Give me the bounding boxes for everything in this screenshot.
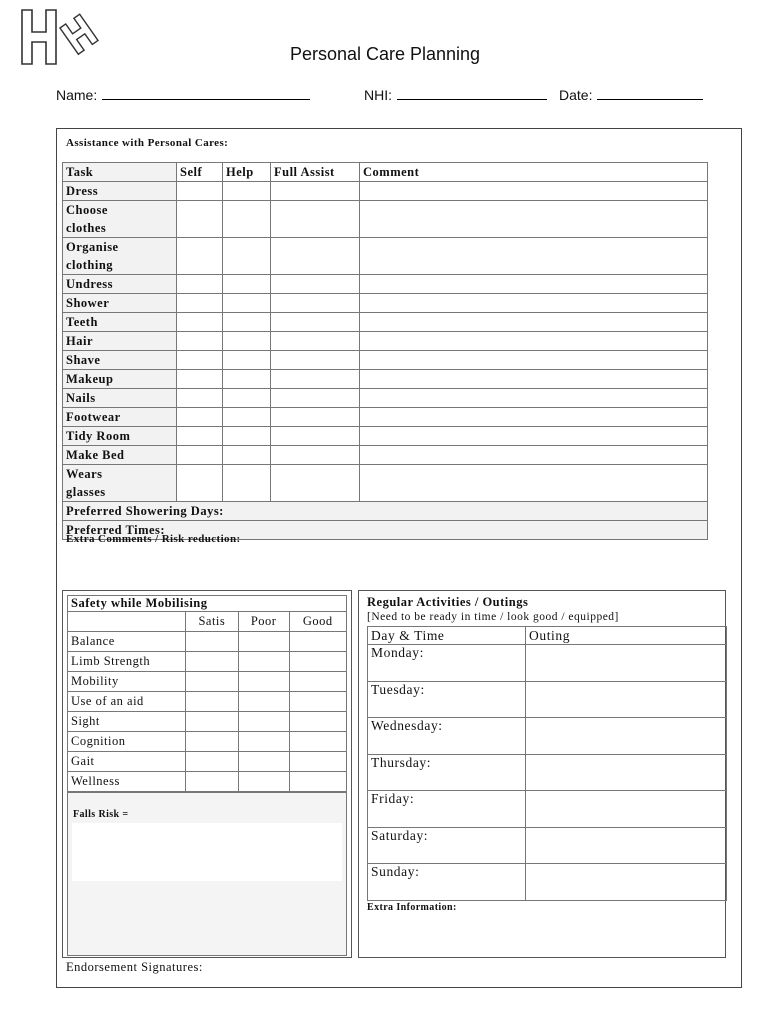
task-label-line: clothes: [66, 221, 107, 235]
table-row: [68, 732, 347, 752]
satis-cell[interactable]: [186, 632, 239, 652]
personal-cares-label: Assistance with Personal Cares:: [66, 137, 229, 149]
full-assist-cell[interactable]: [271, 408, 360, 427]
nhi-line[interactable]: [397, 84, 547, 100]
table-row: [68, 752, 347, 772]
satis-cell[interactable]: [186, 772, 239, 792]
mobilising-label: Wellness: [68, 772, 186, 792]
help-cell[interactable]: [223, 427, 271, 446]
full-assist-cell[interactable]: [271, 465, 360, 502]
task-label: [63, 370, 177, 389]
mobilising-table: [67, 595, 347, 792]
task-label-line: Wears: [66, 467, 103, 481]
outing-cell[interactable]: [526, 791, 727, 828]
col-day-time: Day & Time: [368, 627, 526, 645]
table-row: [368, 754, 727, 791]
help-cell[interactable]: [223, 351, 271, 370]
table-row: [368, 791, 727, 828]
personal-cares-table: [62, 162, 708, 540]
nhi-field[interactable]: [364, 84, 547, 103]
activities-table: [367, 626, 727, 901]
self-cell[interactable]: [177, 370, 223, 389]
satis-cell[interactable]: [186, 692, 239, 712]
day-label: Sunday:: [368, 864, 526, 901]
comment-cell[interactable]: [360, 370, 708, 389]
full-assist-cell[interactable]: [271, 446, 360, 465]
name-line[interactable]: [102, 84, 310, 100]
preferred-showering-days[interactable]: Preferred Showering Days:: [63, 502, 708, 521]
task-label-line: Nails: [66, 391, 96, 405]
poor-cell[interactable]: [238, 672, 289, 692]
help-cell[interactable]: [223, 332, 271, 351]
outing-cell[interactable]: [526, 718, 727, 755]
full-assist-cell[interactable]: [271, 370, 360, 389]
task-label-line: clothing: [66, 258, 114, 272]
full-assist-cell[interactable]: [271, 201, 360, 238]
help-cell[interactable]: [223, 370, 271, 389]
page-title: Personal Care Planning: [289, 44, 481, 64]
good-cell[interactable]: [289, 772, 346, 792]
table-row: [368, 827, 727, 864]
task-label-line: Dress: [66, 184, 99, 198]
name-field[interactable]: [56, 84, 310, 103]
good-cell[interactable]: [289, 672, 346, 692]
satis-cell[interactable]: [186, 752, 239, 772]
date-line[interactable]: [597, 84, 703, 100]
good-cell[interactable]: [289, 712, 346, 732]
self-cell[interactable]: [177, 408, 223, 427]
task-label-line: Footwear: [66, 410, 121, 424]
task-label: [63, 389, 177, 408]
table-row: [63, 238, 708, 275]
self-cell[interactable]: [177, 389, 223, 408]
task-label-line: Teeth: [66, 315, 98, 329]
date-field[interactable]: [559, 84, 703, 103]
comment-cell[interactable]: [360, 238, 708, 275]
good-cell[interactable]: [289, 732, 346, 752]
task-label: [63, 465, 177, 502]
comment-cell[interactable]: [360, 313, 708, 332]
comment-cell[interactable]: [360, 275, 708, 294]
table-row: [63, 275, 708, 294]
task-label: [63, 182, 177, 201]
task-label: [63, 427, 177, 446]
table-row: [368, 645, 727, 682]
task-label: [63, 294, 177, 313]
falls-risk-label: Falls Risk =: [73, 809, 129, 820]
table-row: [63, 408, 708, 427]
task-label-line: Shave: [66, 353, 101, 367]
task-label-line: Shower: [66, 296, 110, 310]
self-cell[interactable]: [177, 332, 223, 351]
good-cell[interactable]: [289, 752, 346, 772]
comment-cell[interactable]: [360, 408, 708, 427]
nhi-label: NHI:: [364, 87, 392, 103]
table-row: [368, 681, 727, 718]
col-self: Self: [177, 163, 223, 182]
help-cell[interactable]: [223, 294, 271, 313]
table-row: [63, 201, 708, 238]
mobilising-label: Mobility: [68, 672, 186, 692]
comment-cell[interactable]: [360, 465, 708, 502]
table-row: [63, 294, 708, 313]
task-label: [63, 201, 177, 238]
table-row: [68, 632, 347, 652]
endorsement-signatures: Endorsement Signatures:: [66, 960, 203, 974]
extra-information-label: Extra Information:: [367, 902, 457, 913]
table-row: [63, 351, 708, 370]
task-label-line: Make Bed: [66, 448, 125, 462]
col-help: Help: [223, 163, 271, 182]
help-cell[interactable]: [223, 201, 271, 238]
table-row: [368, 718, 727, 755]
full-assist-cell[interactable]: [271, 351, 360, 370]
task-label: [63, 408, 177, 427]
full-assist-cell[interactable]: [271, 182, 360, 201]
activities-title: Regular Activities / Outings: [367, 595, 529, 609]
task-label-line: Organise: [66, 240, 119, 254]
col-full-assist: Full Assist: [271, 163, 360, 182]
table-row: [68, 652, 347, 672]
full-assist-cell[interactable]: [271, 389, 360, 408]
task-label-line: Undress: [66, 277, 114, 291]
poor-cell[interactable]: [238, 772, 289, 792]
falls-risk-input[interactable]: [72, 823, 342, 881]
col-comment: Comment: [360, 163, 708, 182]
full-assist-cell[interactable]: [271, 294, 360, 313]
task-label: [63, 313, 177, 332]
help-cell[interactable]: [223, 465, 271, 502]
falls-risk-area: [67, 792, 347, 956]
outing-cell[interactable]: [526, 827, 727, 864]
self-cell[interactable]: [177, 427, 223, 446]
table-row: [68, 772, 347, 792]
mobilising-label: Balance: [68, 632, 186, 652]
table-row: [63, 465, 708, 502]
full-assist-cell[interactable]: [271, 238, 360, 275]
preferred-times[interactable]: Preferred Times:: [63, 521, 708, 540]
table-row: [68, 672, 347, 692]
help-cell[interactable]: [223, 389, 271, 408]
comment-cell[interactable]: [360, 351, 708, 370]
help-cell[interactable]: [223, 408, 271, 427]
table-row: [63, 446, 708, 465]
poor-cell[interactable]: [238, 652, 289, 672]
table-row: [63, 313, 708, 332]
comment-cell[interactable]: [360, 446, 708, 465]
self-cell[interactable]: [177, 465, 223, 502]
satis-cell[interactable]: [186, 712, 239, 732]
date-label: Date:: [559, 87, 593, 103]
table-row: [63, 370, 708, 389]
task-label-line: Hair: [66, 334, 93, 348]
extra-comments-label: Extra Comments / Risk reduction:: [66, 533, 241, 545]
good-cell[interactable]: [289, 652, 346, 672]
col-task: Task: [63, 163, 177, 182]
personal-cares-rows: [63, 182, 708, 502]
satis-cell[interactable]: [186, 672, 239, 692]
comment-cell[interactable]: [360, 182, 708, 201]
day-label: Saturday:: [368, 827, 526, 864]
poor-cell[interactable]: [238, 732, 289, 752]
day-label: Monday:: [368, 645, 526, 682]
self-cell[interactable]: [177, 446, 223, 465]
satis-cell[interactable]: [186, 652, 239, 672]
task-label-line: Makeup: [66, 372, 114, 386]
activities-header-row: [368, 627, 727, 645]
full-assist-cell[interactable]: [271, 332, 360, 351]
comment-cell[interactable]: [360, 389, 708, 408]
table-header-row: [63, 163, 708, 182]
outing-cell[interactable]: [526, 864, 727, 901]
task-label: [63, 275, 177, 294]
help-cell[interactable]: [223, 275, 271, 294]
help-cell[interactable]: [223, 446, 271, 465]
satis-cell[interactable]: [186, 732, 239, 752]
col-good: Good: [289, 612, 346, 632]
outing-cell[interactable]: [526, 754, 727, 791]
full-assist-cell[interactable]: [271, 427, 360, 446]
self-cell[interactable]: [177, 313, 223, 332]
table-row: [368, 864, 727, 901]
col-poor: Poor: [238, 612, 289, 632]
self-cell[interactable]: [177, 238, 223, 275]
mobilising-label: Use of an aid: [68, 692, 186, 712]
self-cell[interactable]: [177, 351, 223, 370]
poor-cell[interactable]: [238, 752, 289, 772]
poor-cell[interactable]: [238, 632, 289, 652]
mobilising-label: Cognition: [68, 732, 186, 752]
col-satis: Satis: [186, 612, 239, 632]
help-cell[interactable]: [223, 238, 271, 275]
table-row: [63, 389, 708, 408]
good-cell[interactable]: [289, 632, 346, 652]
task-label-line: Choose: [66, 203, 108, 217]
outing-cell[interactable]: [526, 645, 727, 682]
help-cell[interactable]: [223, 313, 271, 332]
table-row: [63, 332, 708, 351]
mobilising-title-row: [68, 596, 347, 612]
day-label: Wednesday:: [368, 718, 526, 755]
full-assist-cell[interactable]: [271, 275, 360, 294]
mobilising-corner: [68, 612, 186, 632]
mobilising-header-row: [68, 612, 347, 632]
mobilising-label: Gait: [68, 752, 186, 772]
outing-cell[interactable]: [526, 681, 727, 718]
poor-cell[interactable]: [238, 692, 289, 712]
col-outing: Outing: [526, 627, 727, 645]
comment-cell[interactable]: [360, 332, 708, 351]
task-label: [63, 238, 177, 275]
self-cell[interactable]: [177, 182, 223, 201]
task-label: [63, 332, 177, 351]
self-cell[interactable]: [177, 201, 223, 238]
day-label: Tuesday:: [368, 681, 526, 718]
self-cell[interactable]: [177, 275, 223, 294]
comment-cell[interactable]: [360, 427, 708, 446]
help-cell[interactable]: [223, 182, 271, 201]
name-label: Name:: [56, 87, 98, 103]
table-row: [68, 712, 347, 732]
task-label: [63, 351, 177, 370]
task-label: [63, 446, 177, 465]
day-label: Thursday:: [368, 754, 526, 791]
activities-subtitle: [Need to be ready in time / look good / equipped]: [367, 611, 619, 623]
activities-rows: [368, 645, 727, 901]
mobilising-title: Safety while Mobilising: [68, 596, 347, 612]
mobilising-label: Limb Strength: [68, 652, 186, 672]
full-assist-cell[interactable]: [271, 313, 360, 332]
good-cell[interactable]: [289, 692, 346, 712]
mobilising-label: Sight: [68, 712, 186, 732]
table-row: [63, 427, 708, 446]
mobilising-rows: [68, 632, 347, 792]
day-label: Friday:: [368, 791, 526, 828]
task-label-line: glasses: [66, 485, 106, 499]
self-cell[interactable]: [177, 294, 223, 313]
comment-cell[interactable]: [360, 294, 708, 313]
comment-cell[interactable]: [360, 201, 708, 238]
table-row: [63, 182, 708, 201]
preferred-showering-row: [63, 502, 708, 521]
poor-cell[interactable]: [238, 712, 289, 732]
table-row: [68, 692, 347, 712]
task-label-line: Tidy Room: [66, 429, 131, 443]
